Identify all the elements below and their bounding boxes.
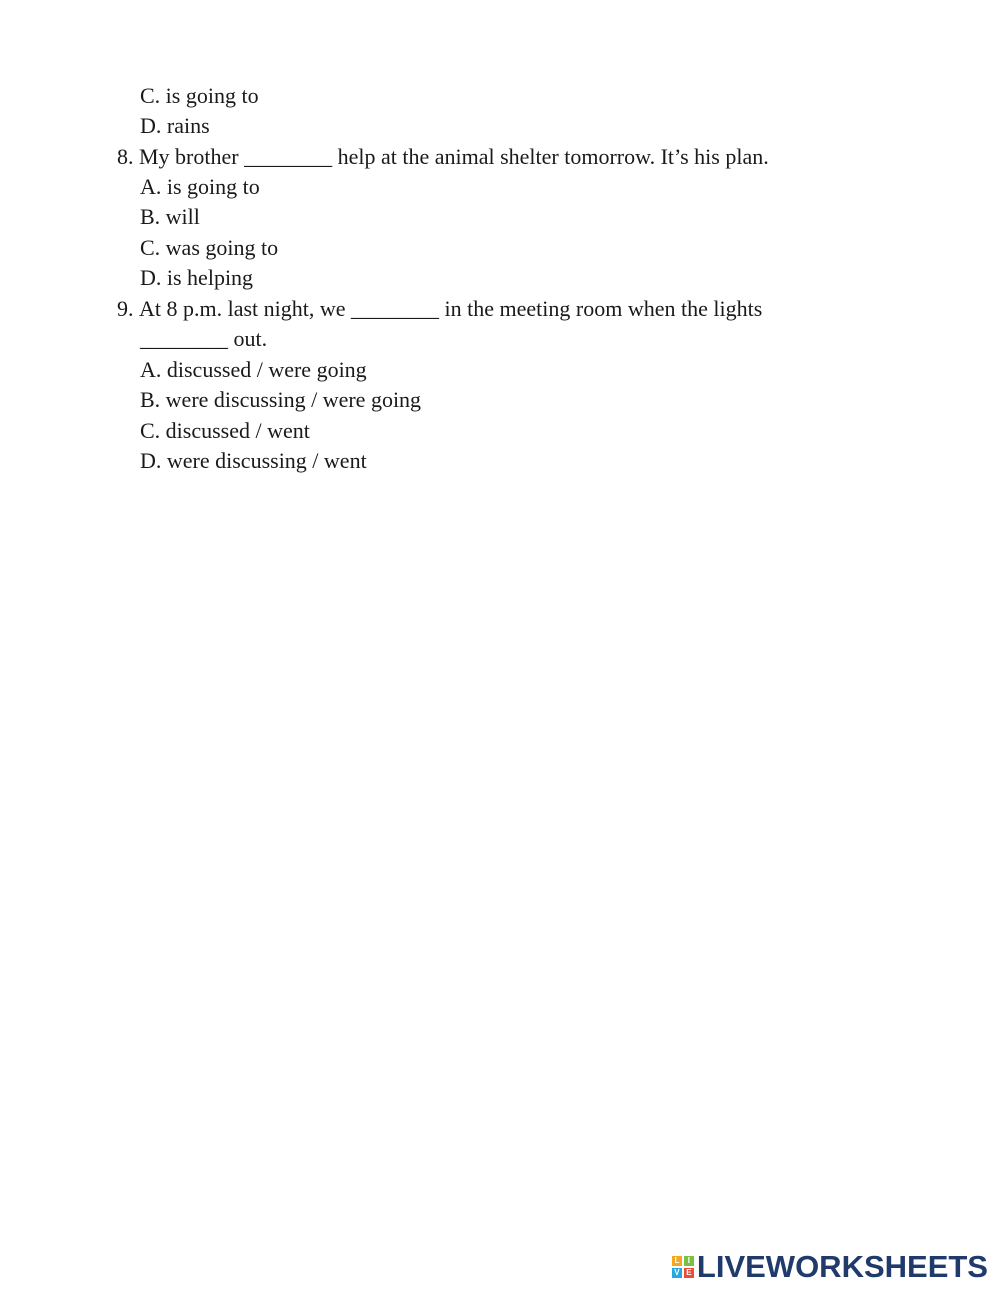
logo-square-v: V	[672, 1268, 682, 1278]
question-9-text-line2: ________ out.	[140, 326, 268, 351]
q8-option-d-label: D. is helping	[140, 265, 254, 290]
logo-square-i: I	[684, 1256, 694, 1266]
question-9-text-line1: At 8 p.m. last night, we ________ in the meeting room when the lights	[139, 296, 763, 321]
q8-option-c-label: C. was going to	[140, 235, 279, 260]
q9-option-c[interactable]	[140, 416, 310, 446]
question-8-text: My brother ________ help at the animal shelter tomorrow. It’s his plan.	[139, 144, 769, 169]
q8-option-b[interactable]	[140, 202, 200, 232]
q8-option-c[interactable]	[140, 233, 278, 263]
q9-option-b-label: B. were discussing / were going	[140, 387, 422, 412]
option-d-prev-label: D. rains	[140, 113, 210, 138]
liveworksheets-logo	[672, 1250, 988, 1284]
logo-wordmark: LIVEWORKSHEETS	[696, 1249, 988, 1284]
q9-option-b[interactable]	[140, 385, 421, 415]
logo-square-l: L	[672, 1256, 682, 1266]
question-9	[117, 294, 762, 324]
q8-option-a[interactable]	[140, 172, 260, 202]
option-c-prev[interactable]	[140, 81, 259, 111]
q9-option-a[interactable]	[140, 355, 367, 385]
question-9-continued	[140, 324, 267, 354]
option-d-prev[interactable]	[140, 111, 210, 141]
q9-option-d[interactable]	[140, 446, 367, 476]
q9-option-a-label: A. discussed / were going	[140, 357, 367, 382]
q8-option-d[interactable]	[140, 263, 253, 293]
logo-square-e: E	[684, 1268, 694, 1278]
question-9-number: 9.	[117, 296, 134, 321]
q9-option-d-label: D. were discussing / went	[140, 448, 367, 473]
option-c-prev-label: C. is going to	[140, 83, 259, 108]
question-8-number: 8.	[117, 144, 134, 169]
logo-squares-icon	[672, 1256, 694, 1278]
q8-option-a-label: A. is going to	[140, 174, 260, 199]
q8-option-b-label: B. will	[140, 204, 200, 229]
q9-option-c-label: C. discussed / went	[140, 418, 310, 443]
question-8	[117, 142, 769, 172]
